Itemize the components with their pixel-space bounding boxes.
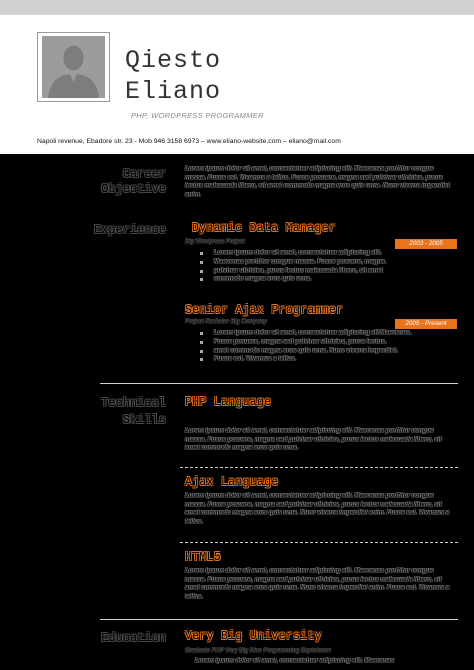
skill-title-3: HTML5 bbox=[185, 551, 222, 564]
job-1-bullet: commodo magna eros quis urna. bbox=[200, 275, 386, 284]
job-1-bullet: Lorem ipsum dolor sit amet, consectetuer adipiscing elit. bbox=[200, 249, 386, 258]
experience-label: Experience bbox=[93, 223, 166, 237]
skill-text-1: Lorem ipsum dolor sit amet, consectetuer adipiscing elit. Maecenas porttitor congue massa. Fusce posuere, magna sed pulvinar ultricies, purus lectus malesuada libero, sit amet commodo magna eros quis urna. bbox=[185, 427, 442, 452]
career-label-line2: Objective bbox=[101, 182, 166, 196]
education-label: Education bbox=[101, 631, 166, 645]
top-bar bbox=[0, 0, 474, 15]
first-name: Qiesto bbox=[125, 46, 222, 75]
skill-text-3: Lorem ipsum dolor sit amet, consectetuer adipiscing elit. Maecenas porttitor congue massa. Fusce posuere, magna sed pulvinar ultricies, purus lectus malesuada libero, sit amet commodo magna eros quis urna. Nunc viverra imperdiet enim. Fusce est. Vivamus a tellus. bbox=[185, 567, 450, 601]
job-bullets-1 bbox=[200, 249, 386, 284]
skill-title-1: PHP Language bbox=[185, 396, 272, 409]
skill-divider bbox=[180, 542, 458, 543]
career-label-line1: Career bbox=[122, 167, 166, 181]
job-2-bullet: Lorem ipsum dolor sit amet, consectetuer adipiscing elitMaecenas. bbox=[200, 329, 411, 338]
career-objective-text: Lorem ipsum dolor sit amet, consectetuer adipiscing elit. Maecenas porttitor congue massa. Fusce est. Vivamus a tellus. Fusce posuere, magna sed pulvinar ultricies, purus lectus malesuada libero, sit amet commodo magna eros quis urna. Nunc viverra imperdiet enim. bbox=[185, 165, 450, 199]
job-subtitle: PHP, WORDPRESS PROGRAMMER bbox=[131, 111, 264, 120]
job-1-bullet: Maecenas porttitor congue massa. Fusce posuere, magna. bbox=[200, 258, 386, 267]
resume-header bbox=[0, 15, 474, 154]
last-name: Eliano bbox=[125, 77, 222, 106]
job-bullets-2 bbox=[200, 329, 411, 364]
job-title-1: Dynamic Data Manager bbox=[192, 222, 337, 235]
section-divider bbox=[100, 383, 458, 384]
job-company-1: Big Wordpress Project bbox=[185, 239, 245, 245]
profile-photo-frame bbox=[37, 32, 110, 102]
section-divider bbox=[100, 619, 458, 620]
education-detail: Graduate PHP Very Big Nice Programming Experience bbox=[185, 648, 331, 654]
job-2-bullet: Fusce est. Vivamus a tellus. bbox=[200, 355, 411, 364]
job-2-bullet: Fusce posuere, magna sed pulvinar ultricies, purus lectus. bbox=[200, 338, 411, 347]
skill-divider bbox=[180, 467, 458, 468]
skills-label-line1: Technical bbox=[101, 396, 166, 410]
job-1-bullet: pulvinar ultricies, purus lectus malesuada libero, sit amet bbox=[200, 267, 386, 276]
skills-label-line2: Skills bbox=[122, 413, 166, 427]
avatar-placeholder-icon bbox=[42, 36, 105, 98]
skill-title-2: Ajax Language bbox=[185, 476, 279, 489]
job-dates-badge-1: 2003 - 2005 bbox=[395, 239, 457, 249]
skill-text-2: Lorem ipsum dolor sit amet, consectetuer adipiscing elit. Maecenas porttitor congue massa. Fusce posuere, magna sed pulvinar ultricies, purus lectus malesuada libero, sit amet commodo magna eros quis urna. Nunc viverra imperdiet enim. Fusce est. Vivamus a tellus. bbox=[185, 492, 450, 526]
education-text: Lorem ipsum dolor sit amet, consectetuer adipiscing elit. Maecenas bbox=[195, 657, 395, 664]
job-company-2: Project Rockstar Big Company bbox=[185, 319, 267, 325]
job-2-bullet: amet commodo magna eros quis urna. Nunc viverra imperdiet. bbox=[200, 347, 411, 356]
contact-line: Napoli revenue, Ebadore str. 23 - Mob 946 3158 6973 – www.eliano-website.com – eliano@mail.com bbox=[37, 138, 341, 145]
education-title: Very Big University bbox=[185, 630, 322, 643]
job-title-2: Senior Ajax Programmer bbox=[185, 304, 344, 317]
job-dates-badge-2: 2005 - Present bbox=[395, 319, 457, 329]
